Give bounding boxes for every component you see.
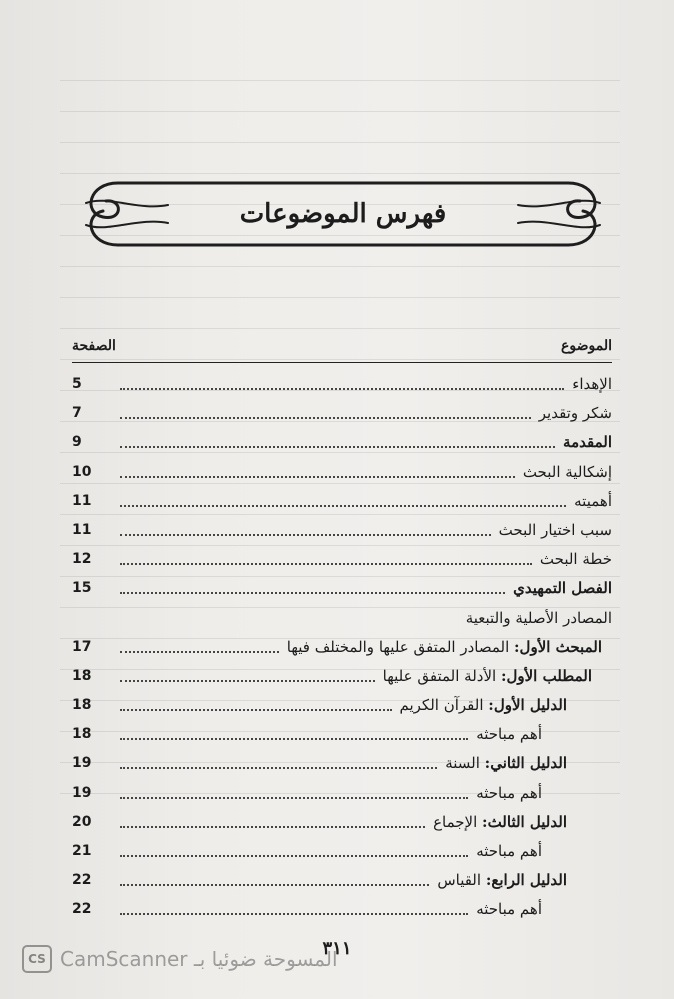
toc-entry-label (563, 428, 612, 457)
toc-entry (72, 633, 612, 662)
toc-entry (72, 545, 612, 574)
toc-entry-label (466, 604, 612, 633)
dot-leader (120, 866, 429, 895)
toc-entry-label (476, 895, 542, 924)
toc-entry-text: المصادر المتفق عليها والمختلف فيها (286, 637, 510, 656)
toc-entry-text: القرآن الكريم (399, 696, 484, 715)
toc-entry-page: 11 (72, 492, 92, 509)
toc-entry-page: 15 (72, 580, 92, 597)
toc-entry (72, 779, 612, 808)
toc-entry-text: خطة البحث (539, 550, 612, 569)
toc-entry-page: 9 (72, 434, 82, 451)
dot-leader (120, 516, 491, 545)
dot-leader (120, 662, 375, 691)
toc-entry (72, 720, 612, 749)
toc-entry-label (383, 662, 592, 691)
toc-entry-label (523, 458, 612, 487)
toc-entry-page: 22 (72, 901, 92, 918)
toc-header (72, 334, 612, 363)
header-topic: الموضوع (561, 338, 612, 354)
scanner-watermark (22, 946, 338, 972)
toc-entry (72, 604, 612, 633)
dot-leader (120, 691, 392, 720)
dot-leader (120, 545, 532, 574)
dot-leader (120, 749, 437, 778)
page-number: ٣١١ (322, 938, 352, 959)
dot-leader (120, 399, 531, 428)
toc-entry-text: أهم مباحثه (476, 725, 542, 744)
toc-entry (72, 691, 612, 720)
toc-entry-prefix: الدليل الثالث: (482, 812, 567, 831)
toc-entry (72, 895, 612, 924)
page-title: فهرس الموضوعات (239, 199, 447, 229)
toc-entry (72, 574, 612, 603)
toc-entry-label (513, 574, 612, 603)
toc-entry-prefix: الدليل الأول: (488, 696, 567, 715)
toc-entry-page: 10 (72, 463, 92, 480)
camscanner-logo-icon: CS (22, 945, 52, 973)
dot-leader (120, 779, 468, 808)
toc-entry-page: 17 (72, 638, 92, 655)
dot-leader (120, 487, 566, 516)
toc-entry (72, 458, 612, 487)
toc-entry-label (476, 837, 542, 866)
toc-entry-text: المقدمة (563, 433, 612, 452)
toc-entry-text: المصادر الأصلية والتبعية (465, 608, 612, 627)
dot-leader (120, 720, 468, 749)
toc-entry-page: 12 (72, 551, 92, 568)
dot-leader (120, 574, 505, 603)
toc-entry-page: 21 (72, 843, 92, 859)
toc-entry (72, 749, 612, 778)
dot-leader (120, 370, 564, 399)
toc-entry-text: الإهداء (572, 375, 612, 393)
toc-entry (72, 428, 612, 457)
toc-entry-label (287, 633, 602, 662)
toc-entry-text: أهميته (574, 491, 612, 510)
toc-entry-page: 18 (72, 667, 92, 684)
toc-entry (72, 370, 612, 399)
title-ornament-frame (78, 165, 608, 260)
toc-entry-page: 11 (72, 521, 92, 538)
toc-entry-label (476, 720, 542, 749)
toc-entry-text: إشكالية البحث (522, 462, 612, 481)
toc-entry-text: الفصل التمهيدي (513, 579, 612, 598)
toc-entry (72, 516, 612, 545)
toc-entry-text: سبب اختيار البحث (498, 520, 612, 539)
toc-entry-label (572, 370, 612, 399)
toc-entry-label (476, 779, 542, 808)
toc-entry (72, 866, 612, 895)
toc-entry-text: أهم مباحثه (476, 900, 542, 919)
toc-entry-prefix: الدليل الرابع: (485, 871, 567, 890)
toc-entry-page: 19 (72, 784, 92, 801)
watermark-text: CamScanner المسوحة ضوئيا بـ (60, 947, 338, 971)
toc-entry-page: 19 (72, 755, 92, 772)
dot-leader (120, 458, 515, 487)
toc-entry-text: شكر وتقدير (538, 404, 612, 423)
dot-leader (120, 895, 468, 924)
header-page: الصفحة (72, 338, 116, 354)
toc-entry-label (437, 866, 567, 895)
toc-entry-label (540, 545, 612, 574)
toc-entry (72, 662, 612, 691)
dot-leader (120, 428, 555, 457)
toc-entry-label (499, 516, 612, 545)
dot-leader (120, 837, 468, 866)
toc-entry-label (400, 691, 568, 720)
dot-leader (120, 808, 425, 837)
toc-entry-page: 7 (72, 405, 82, 422)
toc-entry-text: أهم مباحثه (476, 783, 542, 802)
toc-entry-page: 18 (72, 726, 92, 743)
toc-entry-label (433, 808, 567, 837)
toc-entry-text: أهم مباحثه (476, 842, 542, 860)
toc-entry-prefix: الدليل الثاني: (484, 754, 567, 773)
toc-entry-label (574, 487, 612, 516)
toc-entry (72, 487, 612, 516)
toc-entry-label (539, 399, 612, 428)
toc-entry-page: 5 (72, 376, 82, 392)
dot-leader (120, 633, 279, 662)
toc-entry (72, 399, 612, 428)
toc-entry-label (445, 749, 567, 778)
toc-entry-page: 22 (72, 872, 92, 889)
toc-entry-text: السنة (445, 754, 480, 773)
toc-entry-page: 20 (72, 813, 92, 830)
toc-entry-text: الأدلة المتفق عليها (382, 666, 497, 685)
toc-entry (72, 808, 612, 837)
toc-entry-text: القياس (437, 871, 482, 890)
toc-entry-page: 18 (72, 697, 92, 714)
toc-entry (72, 837, 612, 866)
toc-list (72, 370, 612, 925)
toc-entry-text: الإجماع (433, 812, 478, 831)
toc-entry-prefix: المطلب الأول: (500, 666, 592, 685)
toc-entry-prefix: المبحث الأول: (514, 637, 602, 656)
